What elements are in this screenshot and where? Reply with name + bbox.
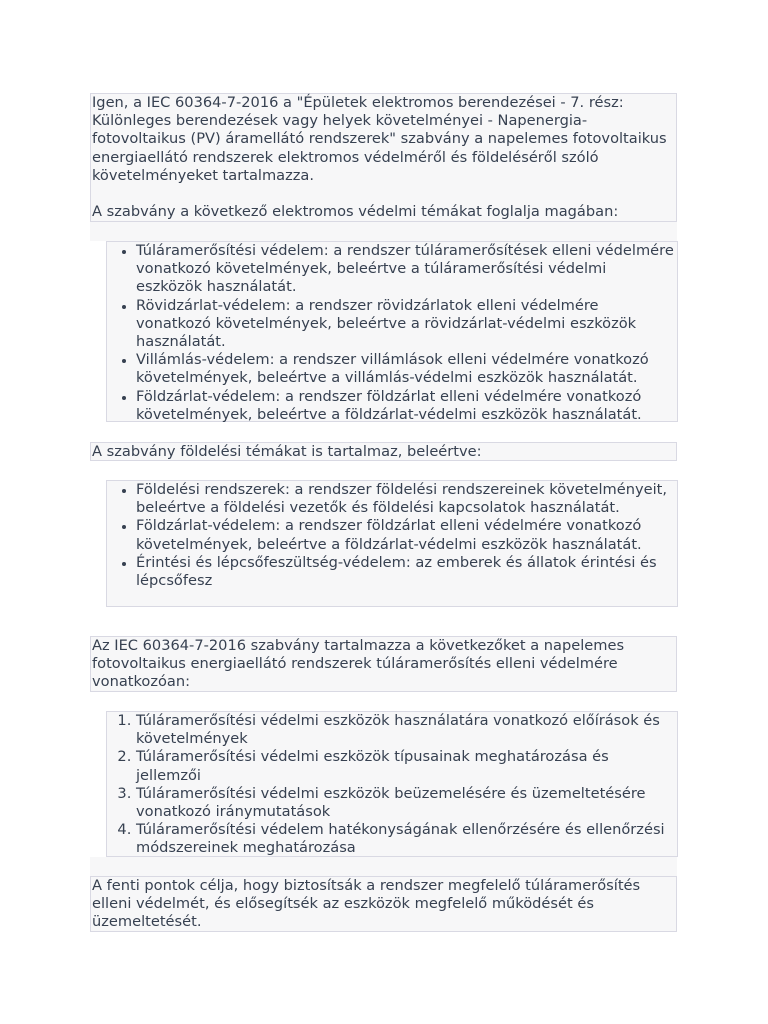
list-item: 2. Túláramerősítési védelmi eszközök típusainak meghatározása és jellemzői [136,748,677,784]
list-item: • Földzárlat-védelem: a rendszer földzárlat elleni védelmére vonatkozó követelmények, beleértve a földzárlat-védelmi eszközök használatát. [136,517,677,553]
list-item: • Földzárlat-védelem: a rendszer földzárlat elleni védelmére vonatkozó követelmények, beleértve a földzárlat-védelmi eszközök használatát. [136,388,677,424]
overcurrent-intro-block [90,636,677,692]
grounding-intro: A szabvány földelési témákat is tartalmaz, beleértve: [92,443,482,460]
spacer-band [90,222,677,241]
protection-topics-list [107,242,677,424]
list-item: • Érintési és lépcsőfeszültség-védelem: az emberek és állatok érintési és lépcsőfesz [136,554,677,590]
list-item: • Túláramerősítési védelem: a rendszer túláramerősítések elleni védelmére vonatkozó követelmények, beleértve a túláramerősítési védelmi eszközök használatát. [136,242,677,297]
list-item: 4. Túláramerősítési védelem hatékonyságának ellenőrzésére és ellenőrzési módszereinek meghatározása [136,821,677,857]
list-item: 1. Túláramerősítési védelmi eszközök használatára vonatkozó előírások és követelmények [136,712,677,748]
grounding-topics-list [107,481,677,590]
protection-topics-block [106,241,678,422]
overcurrent-items-block [106,711,678,857]
intro-block [90,93,677,222]
grounding-topics-block [106,480,678,607]
conclusion-block [90,876,677,932]
intro-paragraph: Igen, a IEC 60364-7-2016 a "Épületek elektromos berendezései - 7. rész: Különleges berendezések vagy helyek követelményei - Napenergia-fotovoltaikus (PV) áramellátó rendszerek" szabvány a napelemes fotovoltaikus energiaellátó rendszerek elektromos védelméről és földeléséről szóló követelményeket tartalmazza. [92,94,667,184]
list-item: 3. Túláramerősítési védelmi eszközök beüzemelésére és üzemeltetésére vonatkozó iránymutatások [136,785,677,821]
list-item: • Földelési rendszerek: a rendszer földelési rendszereinek követelményeit, beleértve a földelési vezetők és földelési kapcsolatok használatát. [136,481,677,517]
grounding-intro-block [90,442,677,461]
conclusion-paragraph: A fenti pontok célja, hogy biztosítsák a rendszer megfelelő túláramerősítés elleni védelmét, és elősegítsék az eszközök megfelelő működését és üzemeltetését. [92,877,641,931]
spacer-band [90,857,677,876]
overcurrent-intro: Az IEC 60364-7-2016 szabvány tartalmazza a következőket a napelemes fotovoltaikus energiaellátó rendszerek túláramerősítés elleni védelmére vonatkozóan: [92,637,625,691]
protection-topics-intro: A szabvány a következő elektromos védelmi témákat foglalja magában: [92,203,619,221]
overcurrent-items-list [107,712,677,858]
list-item: • Rövidzárlat-védelem: a rendszer rövidzárlatok elleni védelmére vonatkozó követelmények, beleértve a rövidzárlat-védelmi eszközök használatát. [136,297,677,352]
list-item: • Villámlás-védelem: a rendszer villámlások elleni védelmére vonatkozó követelmények, beleértve a villámlás-védelmi eszközök használatát. [136,351,677,387]
